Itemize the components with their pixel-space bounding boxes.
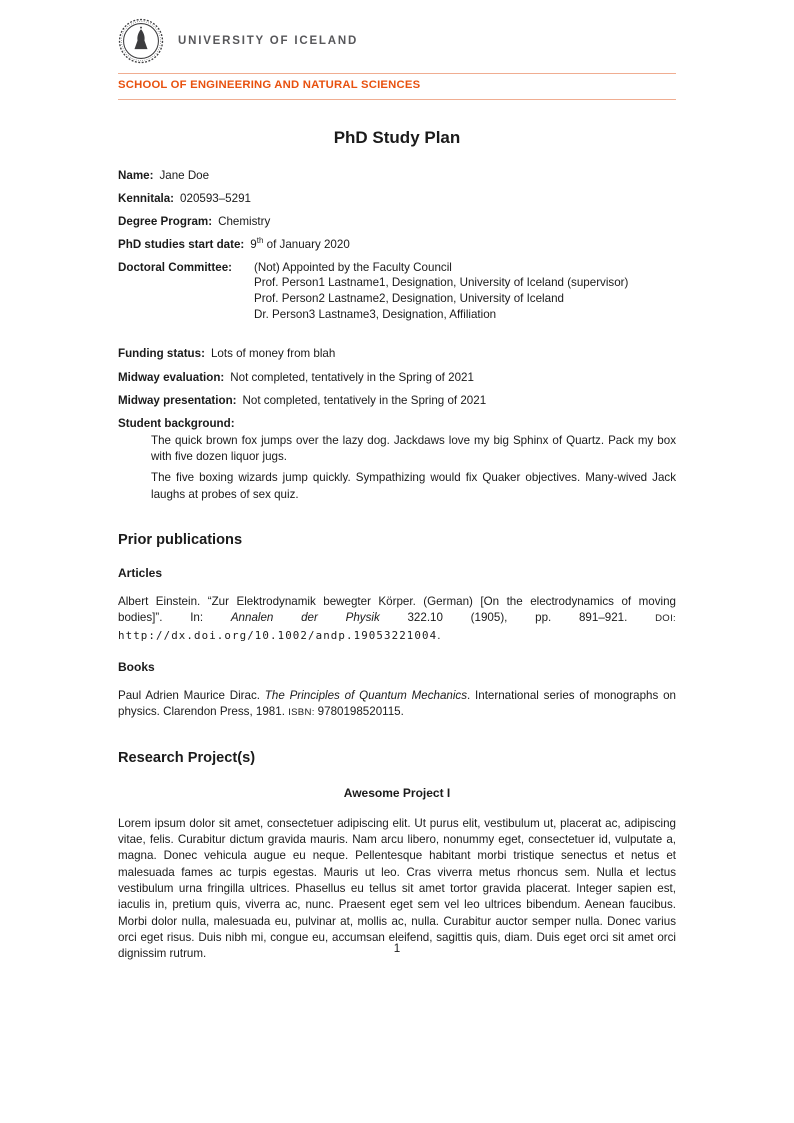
committee-member-line: Dr. Person3 Lastname3, Designation, Affiliation bbox=[254, 307, 497, 321]
background-paragraph: The quick brown fox jumps over the lazy dog. Jackdaws love my big Sphinx of Quartz. Pack my box with five dozen liquor jugs. bbox=[151, 433, 676, 464]
field-value: Lots of money from blah bbox=[210, 347, 336, 361]
field-value bbox=[250, 235, 350, 251]
field-funding-status bbox=[118, 346, 676, 362]
books-subheading: Books bbox=[118, 660, 155, 675]
book-title-italic: The Principles of Quantum Mechanics bbox=[264, 688, 468, 702]
start-date-day: 9 bbox=[250, 237, 257, 251]
start-date-ordinal: th bbox=[256, 235, 264, 245]
field-label: Kennitala: bbox=[118, 191, 175, 205]
field-value: Jane Doe bbox=[159, 168, 210, 182]
page-title: PhD Study Plan bbox=[333, 127, 461, 147]
doi-label: DOI: bbox=[655, 613, 676, 625]
field-label: PhD studies start date: bbox=[118, 237, 245, 251]
field-value: Not completed, tentatively in the Spring of 2021 bbox=[242, 393, 487, 407]
publications-section bbox=[118, 530, 676, 722]
doi-url: http://dx.doi.org/10.1002/andp.19053221004 bbox=[118, 628, 438, 642]
document-header bbox=[118, 16, 676, 100]
field-value: Chemistry bbox=[218, 214, 271, 228]
field-name bbox=[118, 168, 676, 184]
citation-lead: Paul Adrien Maurice Dirac. bbox=[118, 688, 265, 702]
project-title: Awesome Project I bbox=[343, 785, 451, 800]
background-paragraph: The five boxing wizards jump quickly. Sympathizing would fix Quaker objectives. Many-wived Jack laughs at probes of sex quiz. bbox=[151, 471, 676, 501]
field-label: Midway evaluation: bbox=[118, 370, 225, 384]
field-degree-program bbox=[118, 214, 676, 230]
field-label: Funding status: bbox=[118, 347, 205, 361]
logo-row bbox=[118, 16, 676, 66]
field-midway-evaluation bbox=[118, 370, 676, 386]
page-number: 1 bbox=[393, 942, 401, 955]
research-section bbox=[118, 748, 676, 962]
articles-subheading: Articles bbox=[118, 566, 163, 581]
field-label: Midway presentation: bbox=[118, 393, 237, 407]
committee-member-line: (Not) Appointed by the Faculty Council bbox=[254, 260, 452, 274]
start-date-rest: of January 2020 bbox=[263, 237, 350, 251]
isbn-value: 9780198520115. bbox=[317, 705, 404, 719]
field-kennitala bbox=[118, 191, 676, 207]
field-label: Degree Program: bbox=[118, 214, 213, 228]
field-start-date bbox=[118, 237, 676, 253]
prior-publications-heading: Prior publications bbox=[118, 531, 243, 548]
field-doctoral-committee bbox=[118, 260, 676, 323]
field-label: Student background: bbox=[118, 416, 235, 430]
university-name: UNIVERSITY OF ICELAND bbox=[178, 34, 359, 47]
citation-details: . International series of monographs on physics. Clarendon Press, 1981. bbox=[118, 688, 676, 719]
university-seal-logo bbox=[118, 18, 164, 64]
citation-lead: Albert Einstein. “Zur Elektrodynamik bewegter Körper. (German) [On the electrodynamics of moving bodies]”. In: bbox=[118, 595, 676, 625]
field-value: 020593–5291 bbox=[180, 191, 251, 205]
committee-member-line: Prof. Person2 Lastname2, Designation, University of Iceland bbox=[254, 292, 564, 306]
isbn-label: ISBN: bbox=[288, 707, 318, 719]
field-value: Not completed, tentatively in the Spring of 2021 bbox=[230, 370, 474, 384]
school-name: SCHOOL OF ENGINEERING AND NATURAL SCIENCES bbox=[118, 79, 421, 91]
field-label: Name: bbox=[118, 168, 154, 182]
journal-title-italic: Annalen der Physik bbox=[230, 611, 380, 625]
research-projects-heading: Research Project(s) bbox=[118, 750, 256, 767]
field-student-background bbox=[118, 416, 676, 503]
field-midway-presentation bbox=[118, 393, 676, 409]
citation-details: 322.10 (1905), pp. 891–921. bbox=[379, 611, 656, 625]
article-citation bbox=[118, 594, 676, 644]
citation-period: . bbox=[437, 628, 441, 642]
school-banner bbox=[118, 73, 676, 100]
book-citation bbox=[118, 688, 676, 722]
committee-member-line: Prof. Person1 Lastname1, Designation, University of Iceland (supervisor) bbox=[254, 276, 629, 290]
field-label: Doctoral Committee: bbox=[118, 260, 233, 274]
committee-lines bbox=[254, 260, 676, 323]
project-body: Lorem ipsum dolor sit amet, consectetuer adipiscing elit. Ut purus elit, vestibulum ut, placerat ac, adipiscing vitae, felis. Curabitur dictum gravida mauris. Nam arcu libero, nonummy eget, consectetuer id, vulputate a, magna. Donec vehicula augue eu neque. Pellentesque habitant morbi tristique senectus et netus et malesuada fames ac turpis egestas. Mauris ut leo. Cras viverra metus rhoncus sem. Nulla et lectus vestibulum urna fringilla ultrices. Phasellus eu tellus sit amet tortor gravida placerat. Integer sapien est, iaculis in, pretium quis, viverra ac, nunc. Praesent eget sem vel leo ultrices bibendum. Aenean faucibus. Morbi dolor nulla, malesuada eu, pulvinar at, mollis ac, nulla. Curabitur auctor semper nulla. Donec varius orci eget risus. Duis nibh mi, congue eu, accumsan eleifend, sagittis quis, diam. Duis eget orci sit amet orci dignissim rutrum. bbox=[118, 816, 676, 961]
background-paragraphs bbox=[118, 433, 676, 503]
